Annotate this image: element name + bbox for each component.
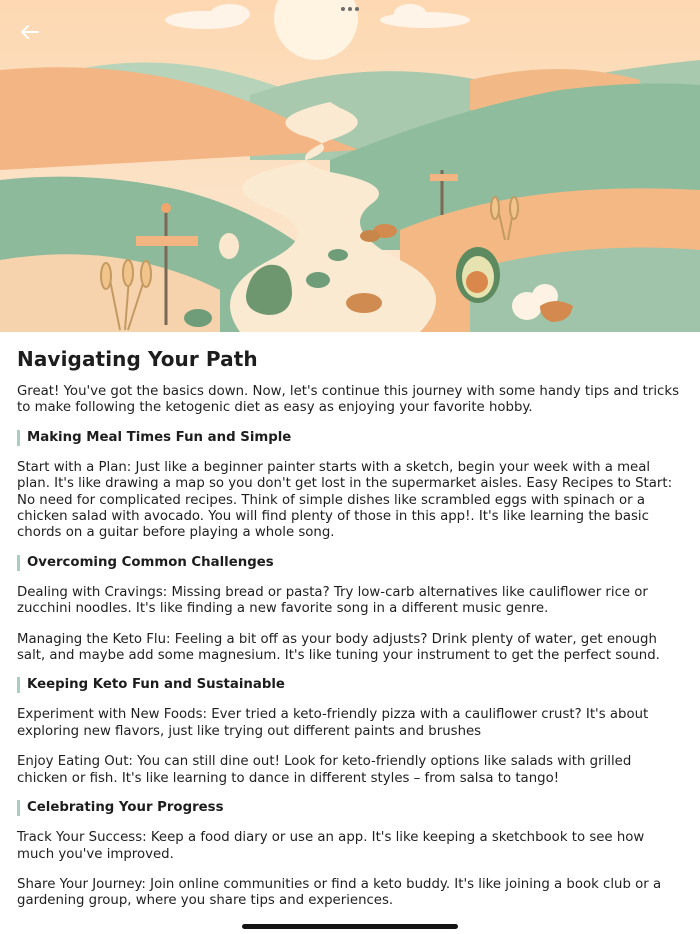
back-button[interactable] [14,18,46,46]
section-paragraph: Start with a Plan: Just like a beginner painter starts with a sketch, begin your week with a meal plan. It's like drawing a map so you don't get lost in the supermarket aisles. Easy Recipes to Start: No need for complicated recipes. Think of simple dishes like scrambled eggs with spinach or a chicken salad with avocado. You will find plenty of those in this app!. It's like learning the basic chords on a guitar before playing a whole song. [17,459,673,541]
section-heading-meal-times: Making Meal Times Fun and Simple [17,430,683,446]
hero-illustration [0,0,700,332]
section-heading-sustainable: Keeping Keto Fun and Sustainable [17,677,683,693]
arrow-left-icon [20,24,40,40]
section-heading-progress: Celebrating Your Progress [17,800,683,816]
intro-paragraph: Great! You've got the basics down. Now, let's continue this journey with some handy tips and tricks to make following the ketogenic diet as easy as enjoying your favorite hobby. [17,384,679,416]
article-content [0,332,700,934]
page-title: Navigating Your Path [17,347,258,371]
home-indicator[interactable] [242,924,458,929]
landscape-illustration [0,0,700,332]
section-heading-challenges: Overcoming Common Challenges [17,555,683,571]
section-paragraph: Share Your Journey: Join online communities or find a keto buddy. It's like joining a book club or a gardening group, where you share tips and experiences. [17,876,662,909]
more-options-button[interactable] [336,2,364,16]
section-paragraph: Experiment with New Foods: Ever tried a keto-friendly pizza with a cauliflower crust? It's about exploring new flavors, just like trying out different paints and brushes [17,707,649,739]
more-dots-icon [341,7,345,11]
section-paragraph: Enjoy Eating Out: You can still dine out! Look for keto-friendly options like salads with grilled chicken or fish. It's like learning to dance in different styles – from salsa to tango! [17,754,632,786]
section-paragraph: Managing the Keto Flu: Feeling a bit off as your body adjusts? Drink plenty of water, get enough salt, and maybe add some magnesium. It's like tuning your instrument to get the perfect sound. [17,631,660,664]
section-paragraph: Dealing with Cravings: Missing bread or pasta? Try low-carb alternatives like cauliflower rice or zucchini noodles. It's like finding a new favorite song in a different music genre. [17,584,648,617]
section-paragraph: Track Your Success: Keep a food diary or use an app. It's like keeping a sketchbook to see how much you've improved. [17,830,645,862]
